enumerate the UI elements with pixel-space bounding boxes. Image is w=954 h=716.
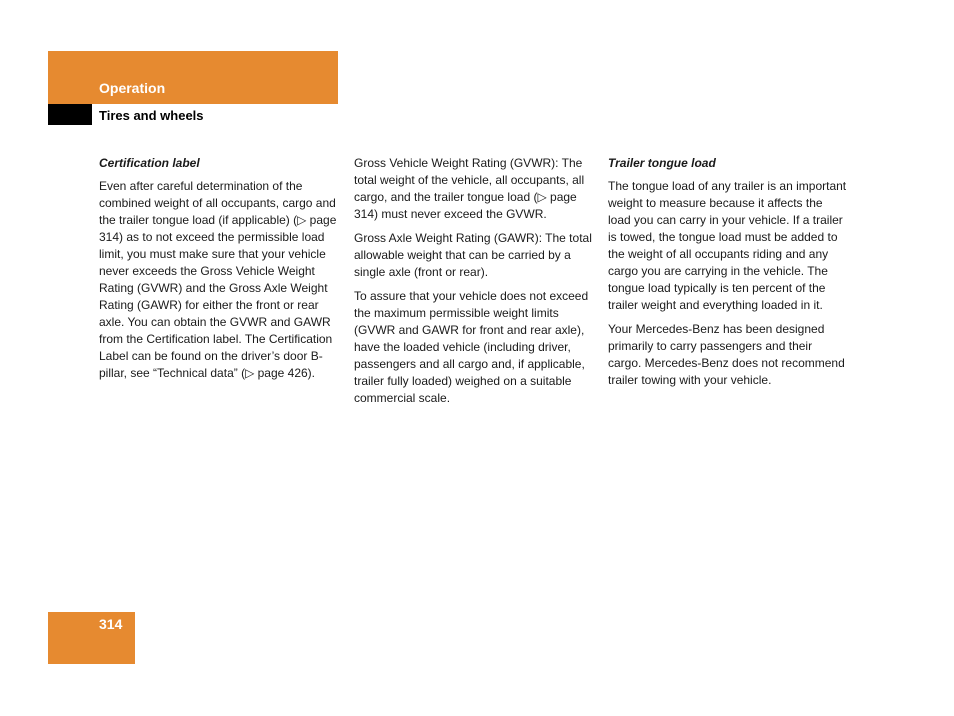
column-heading: Trailer tongue load	[608, 156, 716, 170]
section-title: Operation	[99, 80, 166, 96]
paragraph: Gross Axle Weight Rating (GAWR): The total allowable weight that can be carried by a single axle (front or rear).	[354, 231, 592, 279]
paragraph: Gross Vehicle Weight Rating (GVWR): The total weight of the vehicle, all occupants, all cargo, and the trailer tongue load (▷ page 314) must never exceed the GVWR.	[354, 156, 585, 221]
page-number: 314	[99, 616, 123, 632]
paragraph: Even after careful determination of the combined weight of all occupants, cargo and the trailer tongue load (if applicable) (▷ page 314) as to not exceed the permissible load limit, you must make sure that your vehicle never exceeds the Gross Vehicle Weight Rating (GVWR) and the Gross Axle Weight Rating (GAWR) for either the front or rear axle. You can obtain the GVWR and GAWR from the Certification label. The Certification Label can be found on the driver’s door B-pillar, see “Technical data” (▷ page 426).	[99, 179, 337, 380]
header-bar	[48, 51, 338, 104]
subsection-title: Tires and wheels	[99, 108, 204, 123]
text-column-1	[99, 155, 339, 389]
text-column-3	[608, 155, 848, 396]
section-tab-marker	[48, 104, 92, 125]
text-column-2	[354, 155, 594, 414]
paragraph: Your Mercedes-Benz has been designed primarily to carry passengers and their cargo. Mercedes-Benz does not recommend trailer towing with your vehicle.	[608, 322, 845, 387]
paragraph: To assure that your vehicle does not exceed the maximum permissible weight limits (GVWR and GAWR for front and rear axle), have the loaded vehicle (including driver, passengers and all cargo and, if applicable, trailer fully loaded) weighed on a suitable commercial scale.	[354, 289, 589, 405]
column-heading: Certification label	[99, 156, 200, 170]
paragraph: The tongue load of any trailer is an important weight to measure because it affects the load you can carry in your vehicle. If a trailer is towed, the tongue load must be added to the weight of all occupants riding and any cargo you are carrying in the vehicle. The tongue load typically is ten percent of the trailer weight and everything loaded in it.	[608, 179, 847, 312]
